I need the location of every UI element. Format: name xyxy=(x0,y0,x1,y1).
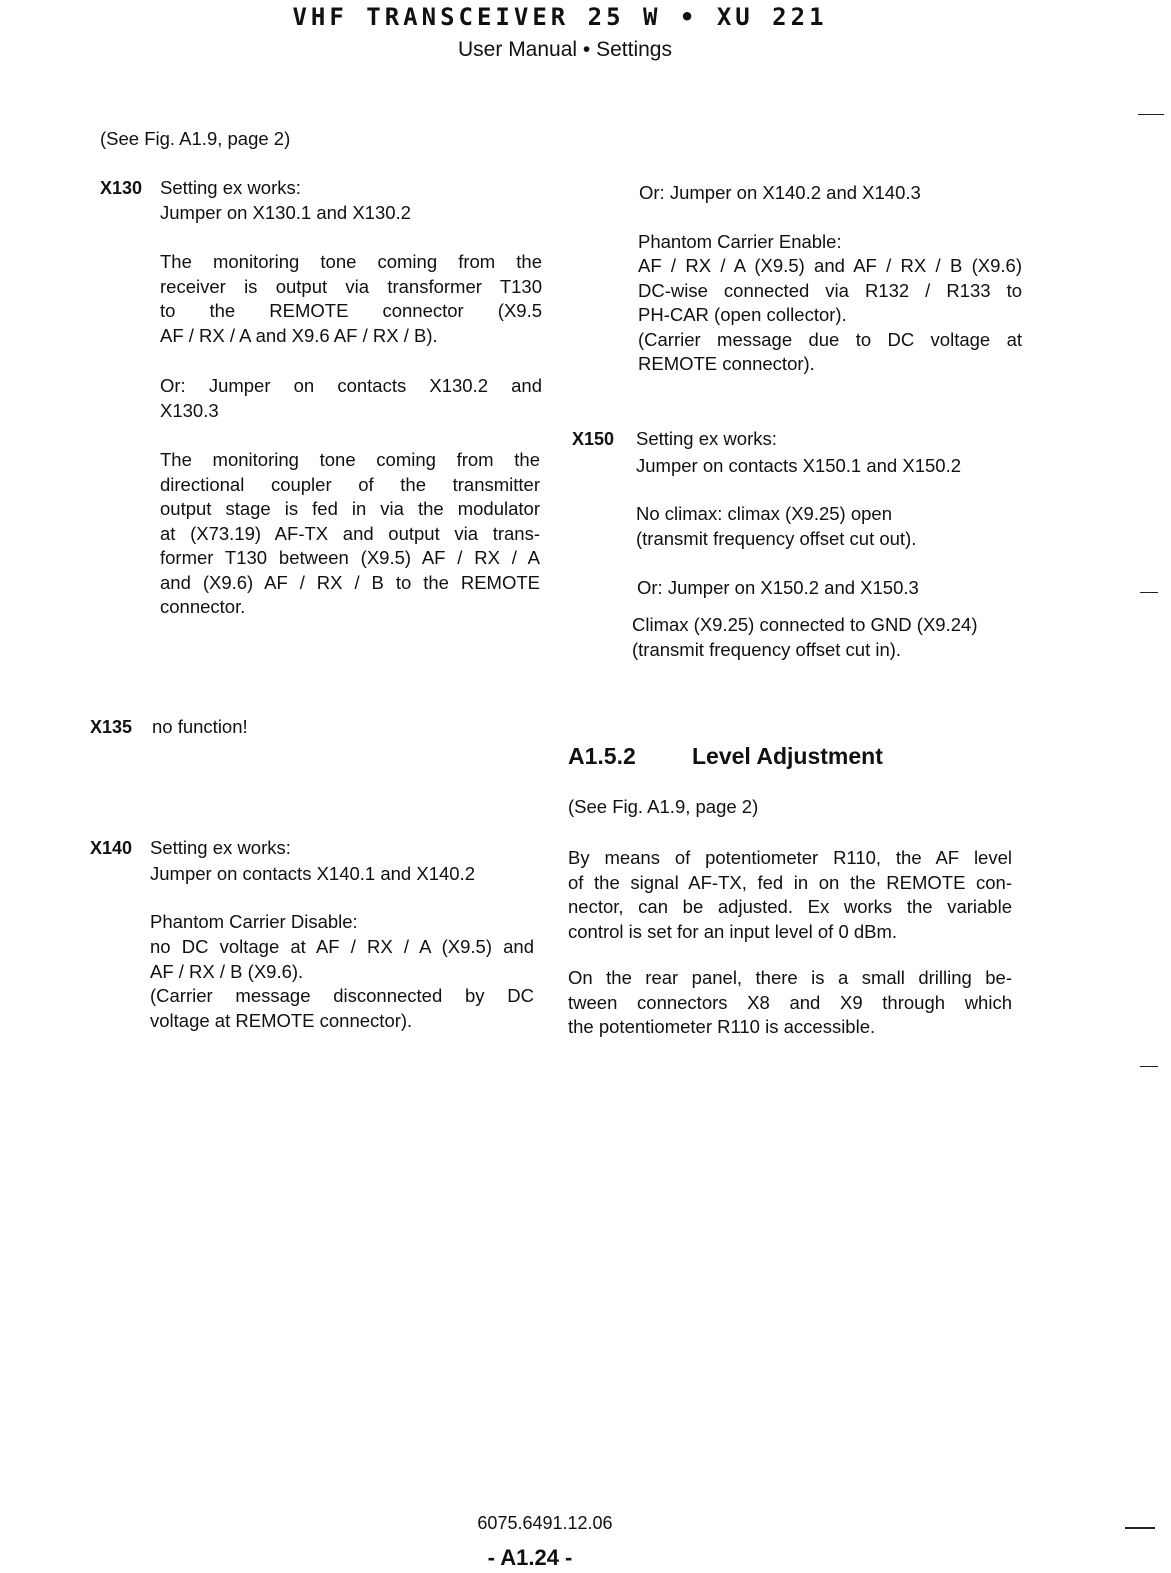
text-line: of the signal AF-TX, fed in on the REMOTE con- xyxy=(568,871,1012,893)
text-line: the potentiometer R110 is accessible. xyxy=(568,1016,876,1037)
document-title: VHF TRANSCEIVER 25 W • XU 221 xyxy=(292,3,828,31)
section-see-fig: (See Fig. A1.9, page 2) xyxy=(568,796,759,817)
label-x140: X140 xyxy=(90,838,133,858)
label-x150: X150 xyxy=(572,429,615,449)
text-line: no DC voltage at AF / RX / A (X9.5) and xyxy=(150,936,534,957)
text-line: and (X9.6) AF / RX / B to the REMOTE xyxy=(160,571,540,593)
text-line: The monitoring tone coming from the xyxy=(160,449,540,470)
text-line: PH-CAR (open collector). xyxy=(638,304,847,325)
level-adjustment-paragraph-1 xyxy=(568,846,1012,944)
x130-paragraph-1 xyxy=(160,250,542,348)
text-line: AF / RX / B (X9.6). xyxy=(150,960,304,982)
phantom-carrier-disable-title: Phantom Carrier Disable: xyxy=(150,911,358,932)
section-title: Level Adjustment xyxy=(692,743,883,769)
scan-edge-mark xyxy=(1125,1527,1155,1529)
text-line: (transmit frequency offset cut in). xyxy=(632,638,902,660)
text-line: directional coupler of the transmitter xyxy=(160,473,540,495)
text-line: AF / RX / A and X9.6 AF / RX / B). xyxy=(160,324,438,346)
text-line: connector. xyxy=(160,596,246,617)
level-adjustment-paragraph-2 xyxy=(568,966,1012,1040)
text-line: (transmit frequency offset cut out). xyxy=(636,527,917,549)
document-subtitle: User Manual • Settings xyxy=(458,38,672,61)
phantom-carrier-enable-title: Phantom Carrier Enable: xyxy=(638,231,842,252)
page-number: - A1.24 - xyxy=(487,1545,573,1570)
text-line: REMOTE connector). xyxy=(638,353,815,374)
x135-text: no function! xyxy=(152,716,248,737)
scan-edge-mark xyxy=(1138,114,1164,115)
x150-no-climax xyxy=(636,502,916,551)
x130-setting: Setting ex works: xyxy=(160,177,301,198)
text-line: DC-wise connected via R132 / R133 to xyxy=(638,279,1022,301)
text-line: output stage is fed in via the modulator xyxy=(160,498,540,519)
text-line: The monitoring tone coming from the xyxy=(160,251,542,272)
left-see-fig: (See Fig. A1.9, page 2) xyxy=(100,128,291,149)
text-line: control is set for an input level of 0 dBm. xyxy=(568,920,898,942)
text-line: On the rear panel, there is a small drilling be- xyxy=(568,967,1012,988)
text-line: (Carrier message due to DC voltage at xyxy=(638,328,1022,350)
text-line: Climax (X9.25) connected to GND (X9.24) xyxy=(632,614,978,635)
x150-climax xyxy=(632,613,977,662)
phantom-carrier-disable-text xyxy=(150,935,534,1033)
x150-jumper: Jumper on contacts X150.1 and X150.2 xyxy=(636,455,961,476)
text-line: No climax: climax (X9.25) open xyxy=(636,503,893,524)
text-line: By means of potentiometer R110, the AF level xyxy=(568,847,1012,868)
x150-or-option: Or: Jumper on X150.2 and X150.3 xyxy=(637,577,919,598)
text-line: to the REMOTE connector (X9.5 xyxy=(160,300,542,321)
x150-setting: Setting ex works: xyxy=(636,428,777,449)
text-line: voltage at REMOTE connector). xyxy=(150,1009,413,1031)
x140-setting: Setting ex works: xyxy=(150,837,291,858)
text-line: former T130 between (X9.5) AF / RX / A xyxy=(160,547,540,568)
text-line: Or: Jumper on contacts X130.2 and xyxy=(160,375,542,396)
x130-jumper: Jumper on X130.1 and X130.2 xyxy=(160,202,411,223)
text-line: tween connectors X8 and X9 through which xyxy=(568,991,1012,1013)
phantom-carrier-enable-text xyxy=(638,254,1022,377)
text-line: receiver is output via transformer T130 xyxy=(160,275,542,297)
document-number: 6075.6491.12.06 xyxy=(477,1513,613,1533)
x140-jumper: Jumper on contacts X140.1 and X140.2 xyxy=(150,863,475,884)
x130-paragraph-2 xyxy=(160,448,540,620)
section-number: A1.5.2 xyxy=(568,743,636,769)
label-x135: X135 xyxy=(90,717,133,737)
scan-edge-mark xyxy=(1140,592,1158,593)
x140-or-option: Or: Jumper on X140.2 and X140.3 xyxy=(639,182,921,203)
scan-edge-mark xyxy=(1140,1066,1158,1067)
text-line: nector, can be adjusted. Ex works the variable xyxy=(568,896,1012,917)
text-line: AF / RX / A (X9.5) and AF / RX / B (X9.6) xyxy=(638,255,1022,276)
text-line: (Carrier message disconnected by DC xyxy=(150,985,534,1006)
label-x130: X130 xyxy=(100,178,143,198)
text-line: at (X73.19) AF-TX and output via trans- xyxy=(160,522,540,544)
x130-or-option xyxy=(160,374,542,423)
text-line: X130.3 xyxy=(160,399,219,421)
